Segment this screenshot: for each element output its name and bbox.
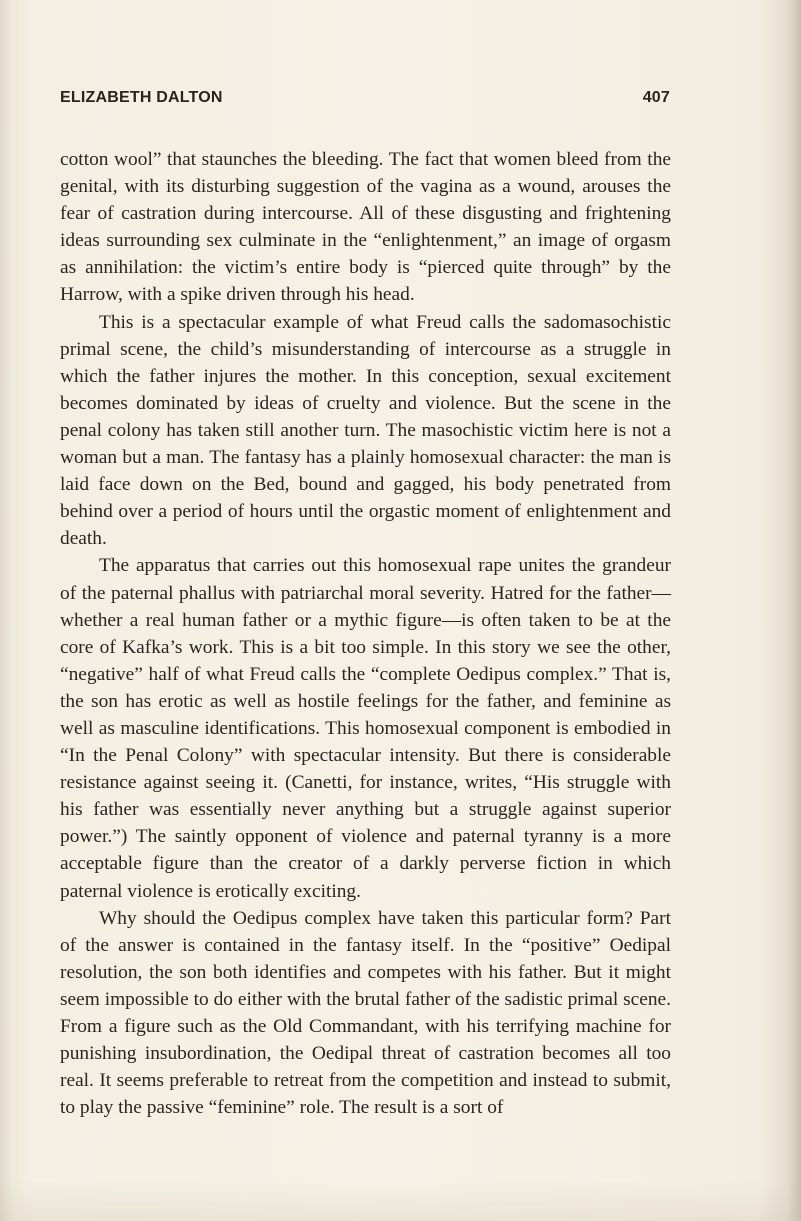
paragraph: This is a spectacular example of what Freud calls the sadomasochistic primal scene, the child’s misunderstanding of intercourse as a struggle in which the father injures the mother. In this conception, sexual excitement becomes dominated by ideas of cruelty and violence. But the scene in the penal colony has taken still another turn. The masochistic victim here is not a woman but a man. The fantasy has a plainly homosexual character: the man is laid face down on the Bed, bound and gagged, his body penetrated from behind over a period of hours until the orgastic moment of enlightenment and death. xyxy=(60,311,671,550)
running-head: ELIZABETH DALTON xyxy=(60,89,223,106)
page-header xyxy=(60,89,670,111)
page-edge-shadow xyxy=(787,0,801,1221)
paragraph: Why should the Oedipus complex have taken this particular form? Part of the answer is contained in the fantasy itself. In the “positive” Oedipal resolution, the son both identifies and competes with his father. But it might seem impossible to do either with the brutal father of the sadistic primal scene. From a figure such as the Old Commandant, with his terrifying machine for punishing insubordination, the Oedipal threat of castration becomes all too real. It seems preferable to retreat from the competition and instead to submit, to play the passive “feminine” role. The result is a sort of xyxy=(60,907,671,1119)
bottom-edge-shadow xyxy=(0,1181,801,1221)
paragraph: The apparatus that carries out this homosexual rape unites the grandeur of the paternal phallus with patriarchal moral severity. Hatred for the father—whether a real human father or a mythic figure—is often taken to be at the core of Kafka’s work. This is a bit too simple. In this story we see the other, “negative” half of what Freud calls the “complete Oedipus complex.” That is, the son has erotic as well as hostile feelings for the father, and feminine as well as masculine identifications. This homosexual component is embodied in “In the Penal Colony” with spectacular intensity. But there is considerable resistance against seeing it. (Canetti, for instance, writes, “His struggle with his father was essentially never anything but a struggle against superior power.”) The saintly opponent of violence and paternal tyranny is a more acceptable figure than the creator of a darkly perverse fiction in which paternal violence is erotically exciting. xyxy=(60,555,671,902)
page-number: 407 xyxy=(642,89,670,106)
body-text xyxy=(60,146,671,1121)
paragraph: cotton wool” that staunches the bleeding. The fact that women bleed from the genital, with its disturbing suggestion of the vagina as a wound, arouses the fear of castration during intercourse. All of these disgusting and frightening ideas surrounding sex culminate in the “enlightenment,” an image of orgasm as annihilation: the victim’s entire body is “pierced quite through” by the Harrow, with a spike driven through his head. xyxy=(60,149,671,306)
gutter-shadow xyxy=(0,0,12,1221)
